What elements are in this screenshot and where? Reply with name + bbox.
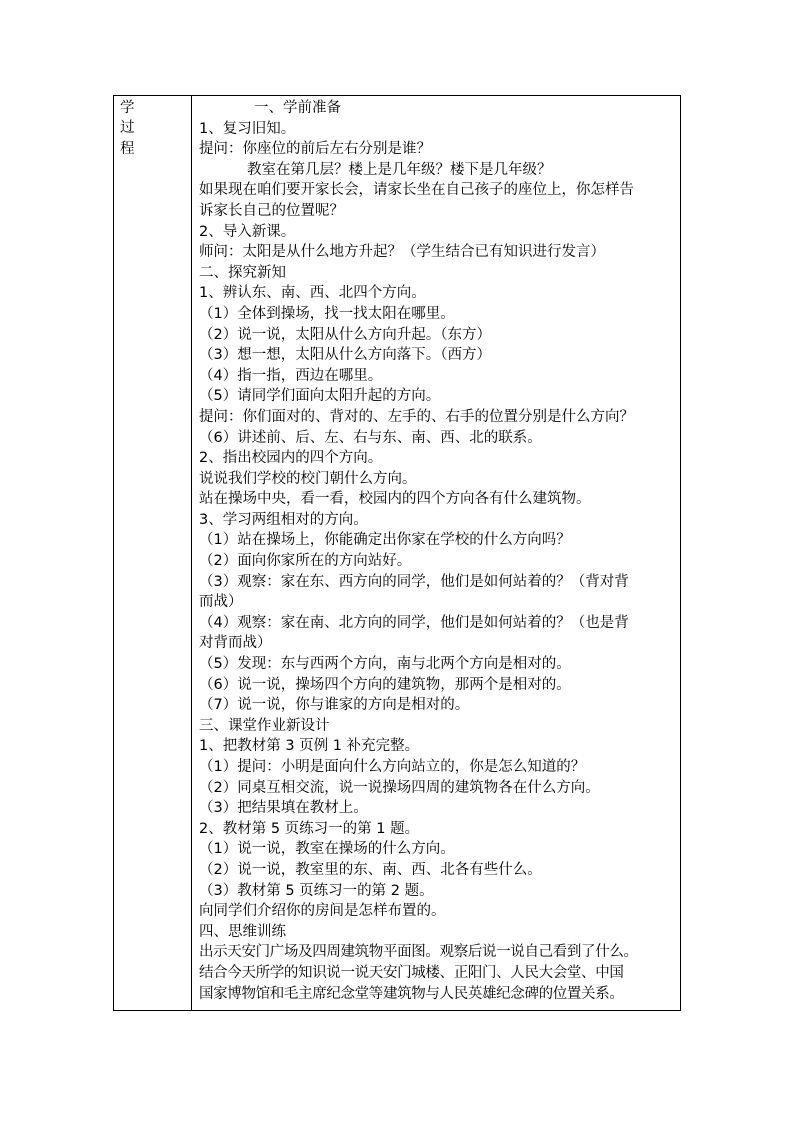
section-label-char: 过 — [120, 120, 135, 137]
content-line: （6）说一说，操场四个方向的建筑物，那两个是相对的。 — [199, 676, 571, 693]
content-line: （2）面向你家所在的方向站好。 — [199, 553, 412, 570]
content-line: （3）把结果填在教材上。 — [199, 800, 368, 817]
content-line: （6）讲述前、后、左、右与东、南、西、北的联系。 — [199, 429, 542, 446]
lesson-content-cell — [192, 96, 680, 1010]
content-line: （2）说一说，教室里的东、南、西、北各有些什么。 — [199, 861, 542, 878]
content-line: 对背而战） — [199, 635, 272, 652]
section-label-char: 学 — [120, 100, 135, 116]
content-line: 1、辨认东、南、西、北四个方向。 — [199, 285, 426, 302]
content-line: 1、把教材第 3 页例 1 补充完整。 — [199, 738, 420, 755]
content-line: 而战） — [199, 594, 243, 611]
content-line: （1）提问：小明是面向什么方向站立的，你是怎么知道的？ — [199, 759, 586, 775]
content-line: （2）说一说，太阳从什么方向升起。（东方） — [199, 326, 491, 343]
content-line: 诉家长自己的位置呢？ — [199, 202, 344, 219]
content-line: 出示天安门广场及四周建筑物平面图。观察后说一说自己看到了什么。 — [199, 944, 638, 961]
content-line: （3）教材第 5 页练习一的第 2 题。 — [199, 882, 434, 899]
content-line: 二、探究新知 — [199, 264, 286, 281]
content-line: （1）全体到操场，找一找太阳在哪里。 — [199, 305, 455, 322]
section-label-char: 程 — [120, 140, 135, 157]
content-line: 2、教材第 5 页练习一的第 1 题。 — [199, 820, 420, 837]
content-line: 2、指出校园内的四个方向。 — [199, 450, 383, 467]
content-line: （1）说一说，教室在操场的什么方向。 — [199, 841, 455, 858]
content-line: 四、思维训练 — [199, 923, 286, 940]
content-line: （5）请同学们面向太阳升起的方向。 — [199, 388, 441, 405]
lesson-table — [113, 95, 681, 1011]
content-line: 国家博物馆和毛主席纪念堂等建筑物与人民英雄纪念碑的位置关系。 — [199, 985, 624, 1002]
content-line: 站在操场中央，看一看，校园内的四个方向各有什么建筑物。 — [199, 491, 591, 508]
content-line: 师问：太阳是从什么地方升起？（学生结合已有知识进行发言） — [199, 244, 605, 261]
section-label-cell — [114, 96, 192, 1010]
content-line: （3）观察：家在东、西方向的同学，他们是如何站着的？（背对背 — [199, 573, 629, 590]
content-line: 结合今天所学的知识说一说天安门城楼、正阳门、人民大会堂、中国 — [199, 964, 624, 981]
content-line: 三、课堂作业新设计 — [199, 717, 330, 734]
content-line: 向同学们介绍你的房间是怎样布置的。 — [199, 903, 446, 920]
content-line: 一、学前准备 — [254, 100, 341, 116]
content-line: （4）观察：家在南、北方向的同学，他们是如何站着的？（也是背 — [199, 614, 629, 631]
content-line: （2）同桌互相交流，说一说操场四周的建筑物各在什么方向。 — [199, 779, 600, 796]
content-line: （5）发现：东与西两个方向，南与北两个方向是相对的。 — [199, 656, 571, 673]
content-line: （1）站在操场上，你能确定出你家在学校的什么方向吗？ — [199, 532, 571, 549]
content-line: （7）说一说，你与谁家的方向是相对的。 — [199, 697, 470, 714]
content-line: （4）指一指，西边在哪里。 — [199, 367, 383, 384]
content-line: （3）想一想，太阳从什么方向落下。（西方） — [199, 347, 491, 364]
content-line: 2、导入新课。 — [199, 223, 296, 240]
content-line: 如果现在咱们要开家长会，请家长坐在自己孩子的座位上，你怎样告 — [199, 182, 634, 199]
content-line: 教室在第几层？楼上是几年级？楼下是几年级？ — [247, 161, 552, 178]
content-line: 说说我们学校的校门朝什么方向。 — [199, 470, 417, 487]
content-line: 1、复习旧知。 — [199, 120, 296, 137]
content-line: 3、学习两组相对的方向。 — [199, 511, 368, 528]
content-line: 提问：你们面对的、背对的、左手的、右手的位置分别是什么方向？ — [199, 408, 634, 425]
content-line: 提问：你座位的前后左右分别是谁？ — [199, 141, 431, 158]
